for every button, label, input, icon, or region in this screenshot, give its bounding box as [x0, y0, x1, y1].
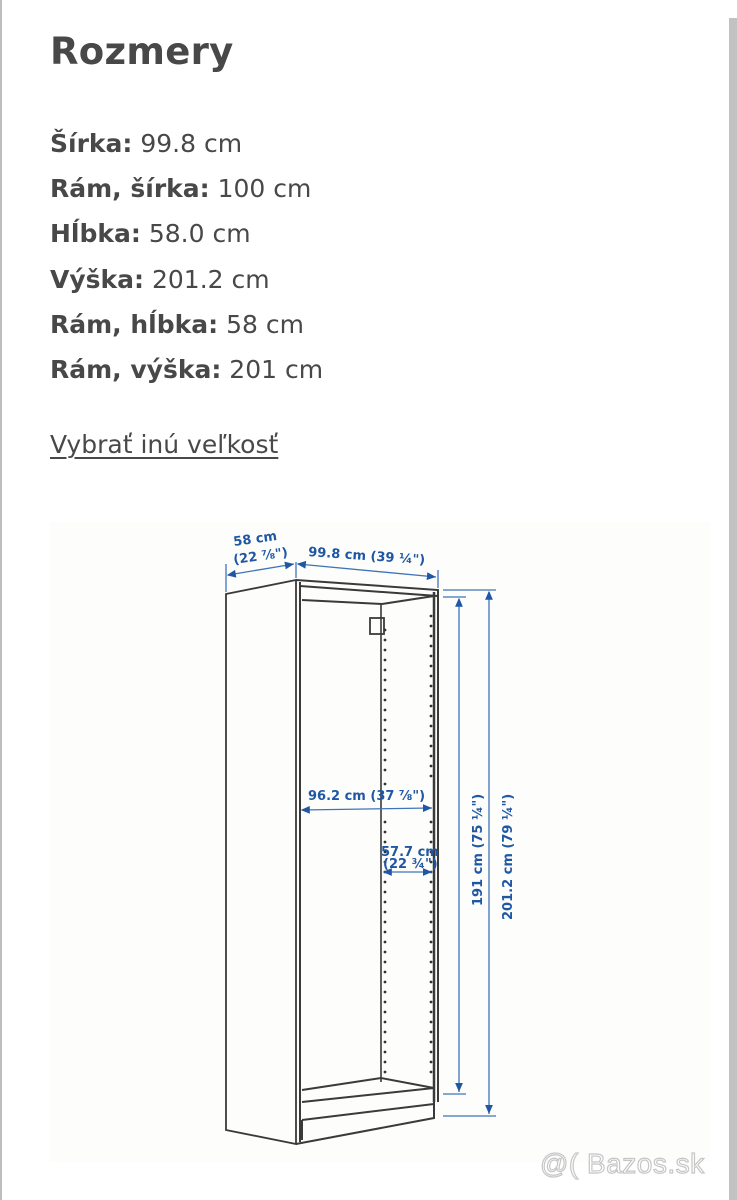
page-left-border [0, 0, 2, 1200]
spec-value: 201.2 cm [151, 264, 270, 294]
choose-other-size-link[interactable]: Vybrať inú veľkosť [50, 430, 279, 459]
spec-label: Výška: [50, 264, 145, 294]
spec-value: 58 cm [226, 309, 304, 339]
spec-height [50, 260, 323, 305]
dimension-lines [226, 562, 496, 1116]
dimension-diagram [50, 522, 710, 1162]
depth-in-label: (22 ⅞") [232, 545, 289, 568]
spec-frame-depth [50, 305, 323, 350]
depth-cm-label: 58 cm [232, 529, 279, 550]
spec-label: Hĺbka: [50, 219, 141, 249]
width-label: 99.8 cm (39 ¼") [307, 545, 426, 569]
section-title: Rozmery [50, 30, 234, 73]
inner-height-label: 191 cm (75 ¼") [471, 793, 486, 906]
shelf-pin-holes [384, 615, 433, 1074]
spec-width [50, 124, 323, 169]
inner-depth-cm-label: 57.7 cm [381, 845, 439, 860]
bazos-watermark: @( Bazos.sk [540, 1148, 705, 1179]
spec-label: Rám, hĺbka: [50, 309, 219, 339]
bracket-icon [370, 618, 384, 634]
spec-value: 99.8 cm [140, 129, 243, 158]
spec-depth [50, 214, 323, 259]
total-height-label: 201.2 cm (79 ¼") [501, 793, 516, 920]
spec-label: Šírka: [50, 129, 133, 158]
scrollbar[interactable] [729, 18, 737, 1200]
spec-label: Rám, výška: [50, 354, 222, 384]
inner-depth-in-label: (22 ¾") [383, 857, 438, 872]
spec-frame-height [50, 350, 323, 395]
inner-width-label: 96.2 cm (37 ⅞") [308, 789, 426, 804]
spec-frame-width [50, 169, 323, 214]
spec-label: Rám, šírka: [50, 174, 210, 204]
spec-value: 201 cm [229, 354, 324, 384]
spec-list [50, 124, 323, 395]
spec-value: 100 cm [217, 174, 312, 204]
spec-value: 58.0 cm [148, 219, 251, 249]
